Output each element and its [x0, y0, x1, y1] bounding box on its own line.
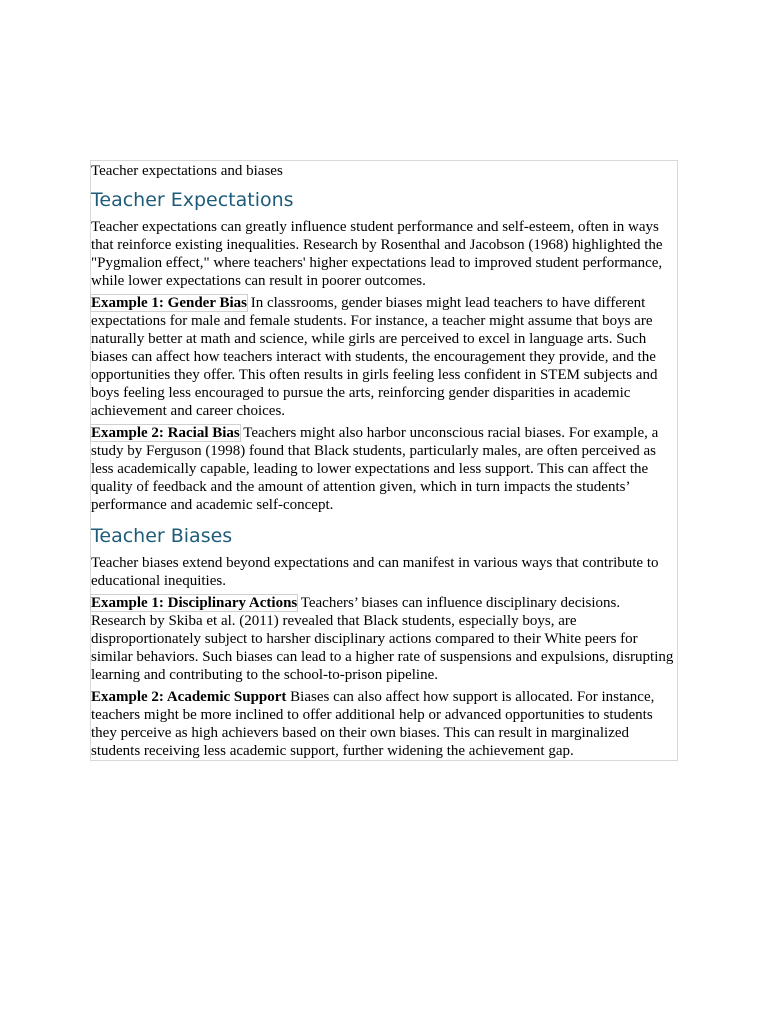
example-label: Example 1: Disciplinary Actions — [91, 595, 298, 611]
example-paragraph — [91, 294, 677, 420]
example-text: Biases can also affect how support is allocated. For instance, teachers might be more inclined to offer additional help or advanced opportunities to students they perceive as high achievers based on their own biases. This can result in marginalized students receiving less academic support, further widening the achievement gap. — [91, 689, 655, 759]
section-intro: Teacher expectations can greatly influence student performance and self-esteem, often in ways that reinforce existing inequalities. Research by Rosenthal and Jacobson (1968) highlighted the "Pygmalion effect," where teachers' higher expectations lead to improved student performance, while lower expectations can result in poorer outcomes. — [91, 219, 663, 289]
example-text: In classrooms, gender biases might lead teachers to have different expectations for male and female students. For instance, a teacher might assume that boys are naturally better at math and science, while girls are perceived to excel in language arts. Such biases can affect how teachers interact with students, the encouragement they provide, and the opportunities they offer. This often results in girls feeling less confident in STEM subjects and boys feeling less encouraged to pursue the arts, reinforcing gender disparities in academic achievement and career choices. — [91, 295, 658, 419]
example-text: Teachers’ biases can influence disciplinary decisions. Research by Skiba et al. (2011) revealed that Black students, especially boys, are disproportionately subject to harsher disciplinary actions compared to their White peers for similar behaviors. Such biases can lead to a higher rate of suspensions and expulsions, disrupting learning and contributing to the school-to-prison pipeline. — [91, 595, 674, 683]
document-caption: Teacher expectations and biases — [91, 163, 283, 179]
section-intro: Teacher biases extend beyond expectations and can manifest in various ways that contribute to educational inequities. — [91, 555, 659, 589]
example-paragraph — [91, 688, 677, 760]
section-teacher-biases — [91, 524, 677, 760]
example-label: Example 2: Academic Support — [91, 689, 287, 705]
section-teacher-expectations — [91, 188, 677, 514]
document-content-frame — [90, 160, 678, 761]
example-label: Example 2: Racial Bias — [91, 425, 240, 441]
section-heading: Teacher Expectations — [91, 189, 294, 211]
section-heading: Teacher Biases — [91, 525, 233, 547]
example-paragraph — [91, 594, 677, 684]
example-paragraph — [91, 424, 677, 514]
example-text: Teachers might also harbor unconscious racial biases. For example, a study by Ferguson (1998) found that Black students, particularly males, are often perceived as less academically capable, leading to lower expectations and less support. This can affect the quality of feedback and the amount of attention given, which in turn impacts the students’ performance and academic self-concept. — [91, 425, 659, 513]
example-label: Example 1: Gender Bias — [91, 295, 247, 311]
